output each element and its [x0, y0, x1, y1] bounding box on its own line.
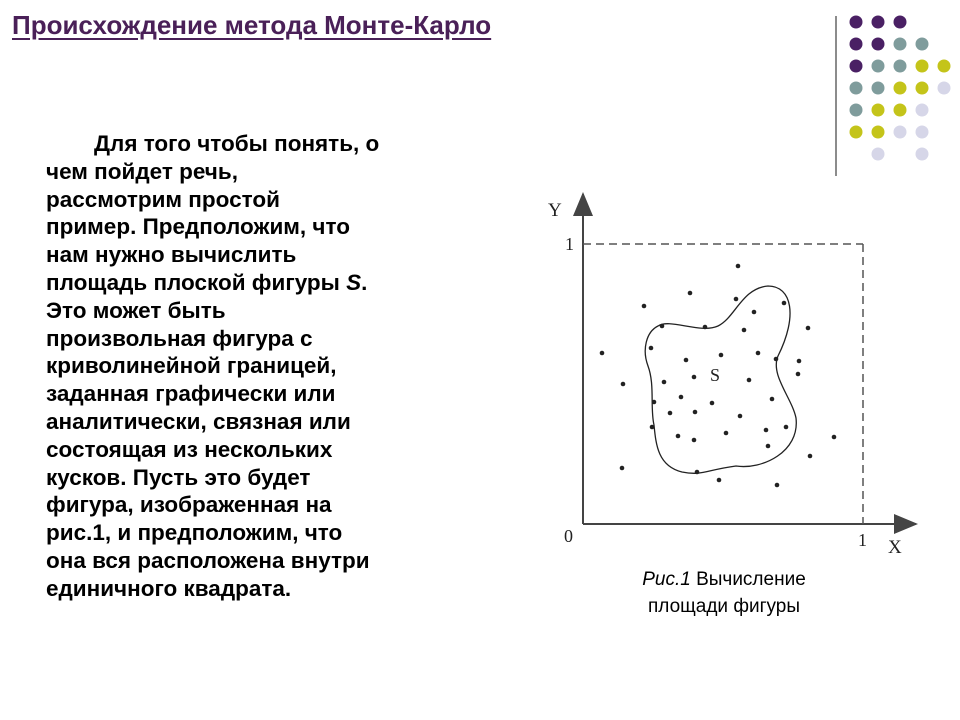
sample-point: [766, 444, 771, 449]
sample-point: [719, 353, 724, 358]
sample-point: [695, 470, 700, 475]
sample-point: [717, 478, 722, 483]
sample-point: [703, 325, 708, 330]
deco-dot: [872, 38, 885, 51]
sample-point: [747, 378, 752, 383]
sample-point: [782, 301, 787, 306]
body-line: Для того чтобы понять, о: [94, 131, 380, 156]
deco-dot: [872, 126, 885, 139]
deco-dot: [894, 82, 907, 95]
sample-point: [642, 304, 647, 309]
decorative-dot-grid: [846, 12, 956, 162]
deco-dot: [894, 16, 907, 29]
sample-point: [679, 395, 684, 400]
deco-dot: [894, 104, 907, 117]
deco-dot: [850, 60, 863, 73]
sample-point: [668, 411, 673, 416]
deco-dot: [916, 82, 929, 95]
deco-dot: [850, 38, 863, 51]
sample-point: [764, 428, 769, 433]
monte-carlo-figure: [530, 180, 930, 560]
sample-point: [724, 431, 729, 436]
deco-dot: [850, 126, 863, 139]
sample-point: [650, 425, 655, 430]
figure-caption: [600, 566, 848, 620]
sample-point: [734, 297, 739, 302]
x-tick-label: 1: [858, 530, 867, 550]
body-line: криволинейной границей,: [46, 353, 337, 379]
deco-dot: [938, 82, 951, 95]
deco-dot: [872, 60, 885, 73]
sample-point: [756, 351, 761, 356]
sample-point: [600, 351, 605, 356]
deco-dot: [894, 60, 907, 73]
sample-point: [688, 291, 693, 296]
deco-dot: [916, 38, 929, 51]
body-line: рассмотрим простой: [46, 186, 280, 212]
caption-text-2: площади фигуры: [647, 596, 801, 617]
body-line: чем пойдет речь,: [46, 158, 238, 184]
sample-point: [710, 401, 715, 406]
body-line: заданная графически или: [46, 381, 336, 407]
deco-dot: [916, 126, 929, 139]
deco-dot: [894, 126, 907, 139]
sample-point: [832, 435, 837, 440]
sample-point: [736, 264, 741, 269]
sample-point: [752, 310, 757, 315]
body-line-text: площадь плоской фигуры: [46, 269, 347, 295]
body-line-punct: .: [361, 269, 368, 295]
origin-label: 0: [564, 526, 573, 546]
body-line: пример. Предположим, что: [46, 214, 350, 240]
sample-point: [774, 357, 779, 362]
deco-dot: [894, 38, 907, 51]
body-line: Это может быть: [46, 297, 226, 323]
deco-dot: [850, 104, 863, 117]
body-line: кусков. Пусть это будет: [46, 464, 311, 490]
region-s-outline: [645, 286, 796, 473]
sample-point: [692, 438, 697, 443]
sample-point: [684, 358, 689, 363]
body-line: произвольная фигура с: [46, 325, 313, 351]
deco-dot: [850, 82, 863, 95]
sample-point: [692, 375, 697, 380]
sample-point: [662, 380, 667, 385]
sample-point: [796, 372, 801, 377]
sample-point: [652, 400, 657, 405]
body-line: [46, 269, 486, 297]
deco-dot: [872, 82, 885, 95]
x-axis-label: X: [888, 537, 902, 558]
deco-dot: [850, 16, 863, 29]
sample-point: [770, 397, 775, 402]
deco-dot: [916, 60, 929, 73]
y-tick-label: 1: [565, 234, 574, 254]
deco-dot: [872, 16, 885, 29]
body-line: она вся расположена внутри: [46, 547, 370, 573]
body-line: единичного квадрата.: [46, 575, 292, 601]
body-line: состоящая из нескольких: [46, 436, 333, 462]
body-line: фигура, изображенная на: [46, 492, 332, 518]
deco-dot: [916, 148, 929, 161]
sample-point: [808, 454, 813, 459]
deco-dot: [938, 60, 951, 73]
sample-point: [676, 434, 681, 439]
deco-dot: [872, 104, 885, 117]
sample-point: [738, 414, 743, 419]
decorative-divider: [835, 16, 837, 176]
slide-title: Происхождение метода Монте-Карло: [12, 10, 492, 40]
sample-point: [806, 326, 811, 331]
caption-text-1: Вычисление: [690, 569, 806, 590]
sample-point: [693, 410, 698, 415]
sample-point: [797, 359, 802, 364]
body-line: нам нужно вычислить: [46, 242, 297, 268]
body-line: рис.1, и предположим, что: [46, 520, 343, 546]
y-axis-label: Y: [548, 200, 562, 221]
figure-symbol-s: S: [346, 269, 362, 295]
caption-figure-ref: Рис.1: [642, 569, 691, 590]
body-line: аналитически, связная или: [46, 408, 351, 434]
region-s-label: S: [710, 365, 721, 385]
sample-point: [775, 483, 780, 488]
sample-point: [649, 346, 654, 351]
sample-point: [660, 324, 665, 329]
deco-dot: [872, 148, 885, 161]
deco-dot: [916, 104, 929, 117]
sample-point: [784, 425, 789, 430]
sample-point: [620, 466, 625, 471]
sample-point: [742, 328, 747, 333]
sample-point: [621, 382, 626, 387]
body-paragraph: [46, 130, 486, 603]
